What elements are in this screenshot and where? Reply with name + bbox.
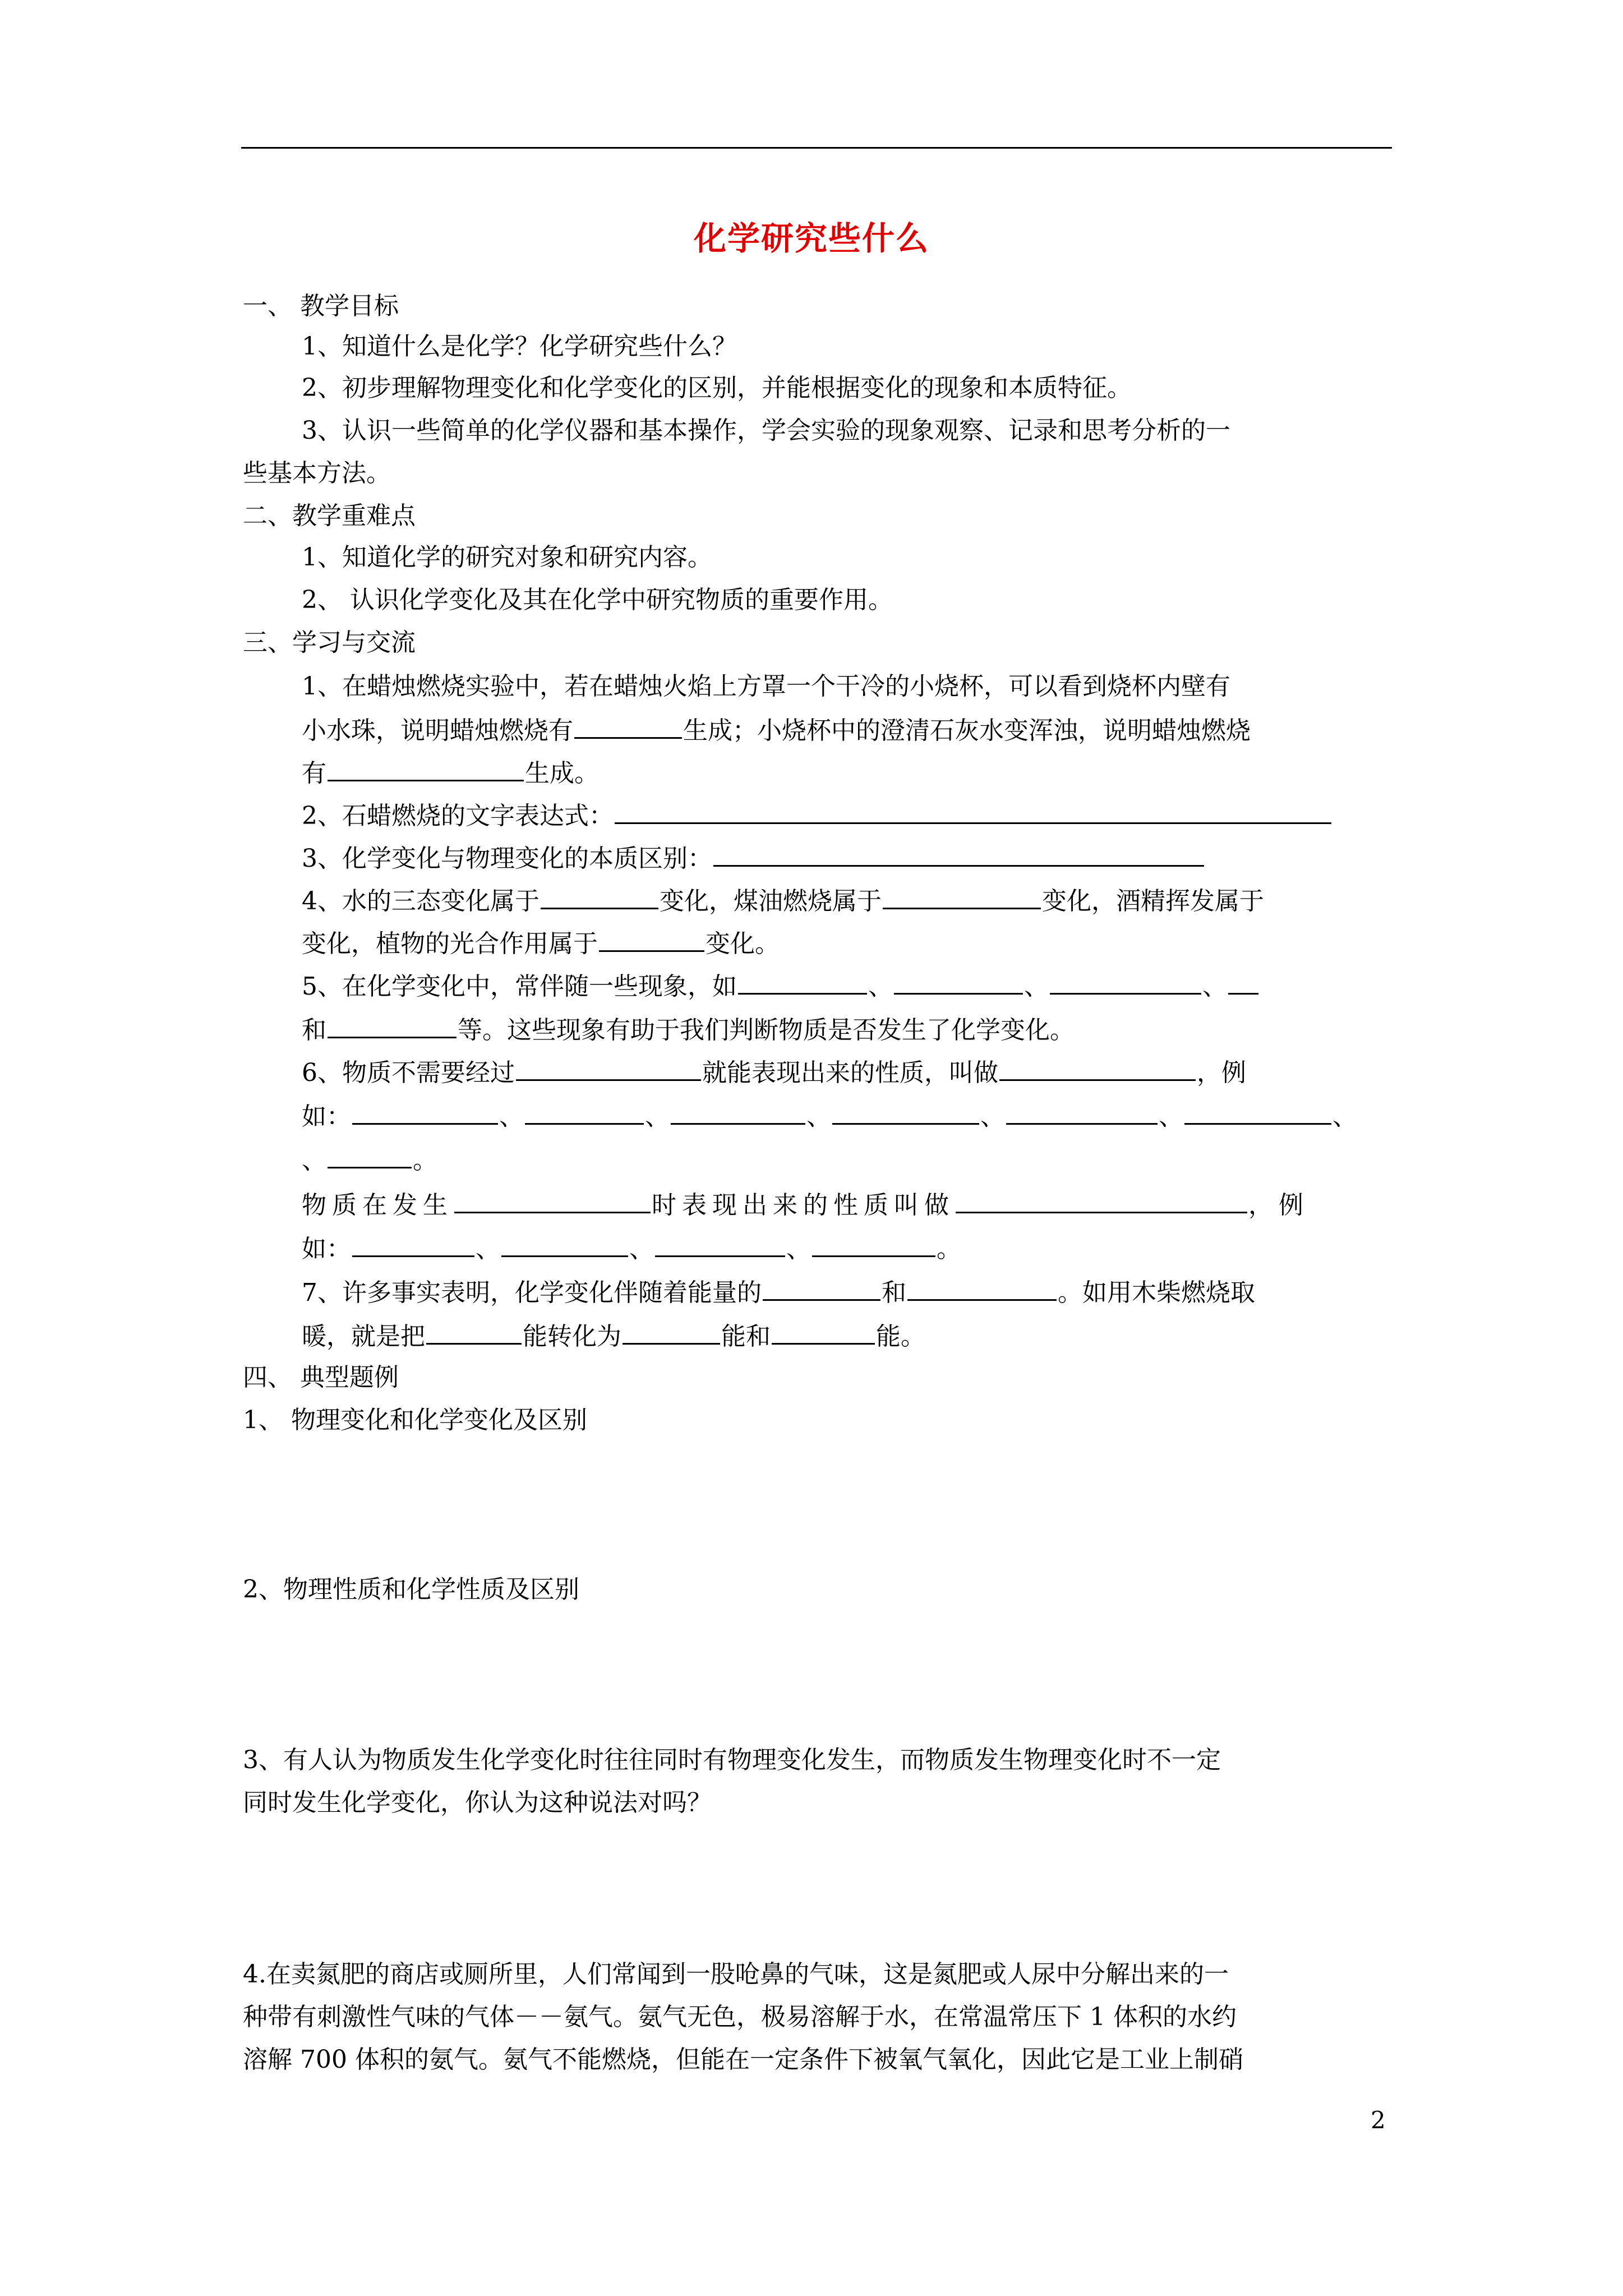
blank[interactable] [574,715,682,739]
blank[interactable] [655,1233,785,1257]
question-1-line1: 1、在蜡烛燃烧实验中，若在蜡烛火焰上方罩一个干冷的小烧杯，可以看到烧杯内壁有 [302,672,1230,701]
blank[interactable] [1006,1101,1158,1125]
page-number: 2 [1371,2106,1386,2134]
question-6-line2: 如： 、 、 、 、 、 、 [302,1101,1357,1133]
example-4-line2: 种带有刺激性气味的气体－－氨气。氨气无色，极易溶解于水，在常温常压下 1 体积的水约 [243,2003,1237,2031]
question-7-line1: 7、许多事实表明，化学变化伴随着能量的 和 。如用木柴燃烧取 [302,1277,1255,1309]
blank[interactable] [623,1320,720,1345]
blank[interactable] [454,1189,651,1213]
question-1-line2: 小水珠，说明蜡烛燃烧有 生成；小烧杯中的澄清石灰水变浑浊，说明蜡烛燃烧 [302,715,1251,747]
question-6-line5: 如： 、 、 、 。 [302,1233,961,1265]
blank[interactable] [352,1233,474,1257]
section-heading-key-points: 二、教学重难点 [243,501,416,530]
blank[interactable] [615,800,1331,824]
objective-2: 2、初步理解物理变化和化学变化的区别，并能根据变化的现象和本质特征。 [302,374,1132,402]
question-2: 2、石蜡燃烧的文字表达式： [302,800,1332,832]
example-1: 1、 物理变化和化学变化及区别 [243,1406,587,1434]
blank[interactable] [328,757,524,781]
blank[interactable] [501,1233,628,1257]
question-5-line2: 和 等。这些现象有助于我们判断物质是否发生了化学变化。 [302,1014,1075,1046]
blank[interactable] [516,1057,701,1081]
blank[interactable] [1184,1101,1331,1125]
section-heading-study: 三、学习与交流 [243,628,416,657]
blank[interactable] [894,970,1023,995]
blank[interactable] [812,1233,935,1257]
blank[interactable] [883,885,1041,909]
blank[interactable] [1050,970,1201,995]
blank[interactable] [426,1320,522,1345]
blank[interactable] [832,1101,979,1125]
blank[interactable] [956,1189,1247,1213]
header-rule [241,147,1392,149]
question-4-line2: 变化，植物的光合作用属于 变化。 [302,928,780,960]
blank[interactable] [999,1057,1196,1081]
question-5-line1: 5、在化学变化中，常伴随一些现象，如 、 、 、 [302,970,1260,1002]
blank[interactable] [328,1014,457,1038]
objective-3-line1: 3、认识一些简单的化学仪器和基本操作，学会实验的现象观察、记录和思考分析的一 [302,416,1230,445]
question-1-line3: 有 生成。 [302,757,599,789]
question-4-line1: 4、水的三态变化属于 变化，煤油燃烧属于 变化，酒精挥发属于 [302,885,1264,917]
key-point-2: 2、 认识化学变化及其在化学中研究物质的重要作用。 [302,586,893,614]
blank[interactable] [328,1144,412,1168]
question-6-line3: 、 。 [302,1144,437,1176]
page-title: 化学研究些什么 [693,219,929,257]
section-heading-examples: 四、 典型题例 [243,1363,399,1392]
blank[interactable] [738,970,867,995]
blank[interactable] [599,928,704,952]
objective-1: 1、知道什么是化学？化学研究些什么？ [302,332,737,361]
blank[interactable] [772,1320,875,1345]
key-point-1: 1、知道化学的研究对象和研究内容。 [302,543,712,572]
example-4-line1: 4.在卖氮肥的商店或厕所里，人们常闻到一股呛鼻的气味，这是氮肥或人尿中分解出来的一 [243,1960,1229,1989]
objective-3-line2: 些基本方法。 [243,459,391,487]
example-3-line2: 同时发生化学变化，你认为这种说法对吗？ [243,1788,712,1817]
blank[interactable] [763,1277,880,1301]
question-6-line4: 物质在发生 时表现出来的性质叫做 ，例 [302,1189,1309,1221]
blank[interactable] [541,885,658,909]
blank[interactable] [671,1101,805,1125]
section-heading-objectives: 一、 教学目标 [243,292,399,320]
example-3-line1: 3、有人认为物质发生化学变化时往往同时有物理变化发生，而物质发生物理变化时不一定 [243,1746,1221,1774]
example-2: 2、物理性质和化学性质及区别 [243,1575,579,1604]
blank[interactable] [1228,970,1258,995]
blank[interactable] [907,1277,1057,1301]
blank[interactable] [525,1101,644,1125]
blank[interactable] [352,1101,498,1125]
question-3: 3、化学变化与物理变化的本质区别： [302,843,1205,875]
example-4-line3: 溶解 700 体积的氨气。氨气不能燃烧，但能在一定条件下被氧气氧化，因此它是工业上制硝 [243,2045,1243,2074]
question-7-line2: 暖，就是把 能转化为 能和 能。 [302,1320,925,1352]
question-6-line1: 6、物质不需要经过 就能表现出来的性质，叫做 ，例 [302,1057,1246,1089]
blank[interactable] [713,843,1204,867]
